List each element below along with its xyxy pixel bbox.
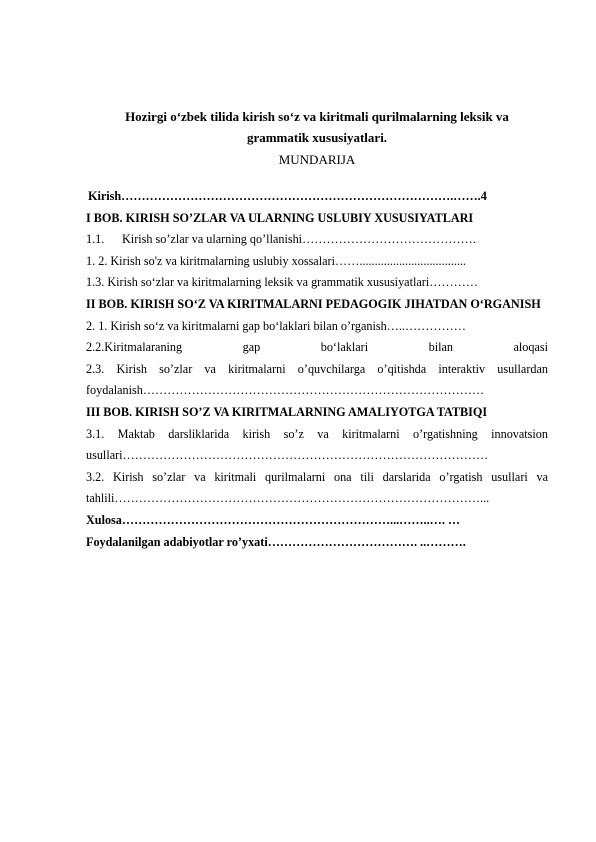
toc-entry-1-3: 1.3. Kirish so‘zlar va kiritmalarning leksik va grammatik xususiyatlari………… (86, 275, 478, 290)
contents-heading: MUNDARIJA (278, 152, 356, 167)
toc-entry-3-1: 3.1. Maktab darsliklarida kirish so’z va kiritmalarni o’rgatishning innovatsion usullari……………………………………………………………………………… (86, 426, 548, 463)
toc-entry-1-1-text: Kirish so’zlar va ularning qo’llanishi……………………………………. (122, 232, 476, 247)
toc-entry-2-2: 2.2.Kiritmalaraning gap bo‘laklari bilan aloqasi (86, 340, 548, 355)
table-of-contents (86, 186, 548, 553)
title-line-1: Hozirgi o‘zbek tilida kirish so‘z va kiritmali qurilmalarning leksik va (125, 109, 509, 124)
toc-chapter-3: III BOB. KIRISH SO’Z VA KIRITMALARNING AMALIYOTGA TATBIQI (86, 404, 488, 419)
toc-entry-1-2: 1. 2. Kirish so'z va kiritmalarning uslubiy xossalari……................................... (86, 253, 466, 268)
document-title (86, 106, 548, 148)
toc-chapter-1: I BOB. KIRISH SO’ZLAR VA ULARNING USLUBIY XUSUSIYATLARI (86, 210, 474, 225)
toc-chapter-2: II BOB. KIRISH SO‘Z VA KIRITMALARNI PEDAGOGIK JIHATDAN O‘RGANISH (86, 296, 541, 311)
toc-entry-1-1 (86, 229, 548, 251)
toc-entry-kirish: Kirish……………………………………………………………………….…….4 (88, 189, 487, 203)
toc-entry-1-1-number: 1.1. (86, 232, 105, 247)
toc-entry-3-2: 3.2. Kirish so’zlar va kiritmali qurilmalarni ona tili darslarida o’rgatish usullari va tahlili………………………………………………………………………………... (86, 469, 548, 506)
toc-entry-2-1: 2. 1. Kirish so‘z va kiritmalarni gap bo‘laklari bilan o’rganish…..…………… (86, 318, 466, 333)
title-line-2: grammatik xususiyatlari. (246, 130, 388, 145)
toc-entry-xulosa: Xulosa…………………………………………………………...……..…. … (86, 512, 461, 527)
toc-entry-2-3: 2.3. Kirish so’zlar va kiritmalarni o’quvchilarga o’qitishda interaktiv usullardan foydalanish………………………………………………………………………… (86, 361, 548, 398)
toc-entry-references: Foydalanilgan adabiyotlar ro’yxati………………………………. ..………. (86, 534, 466, 549)
